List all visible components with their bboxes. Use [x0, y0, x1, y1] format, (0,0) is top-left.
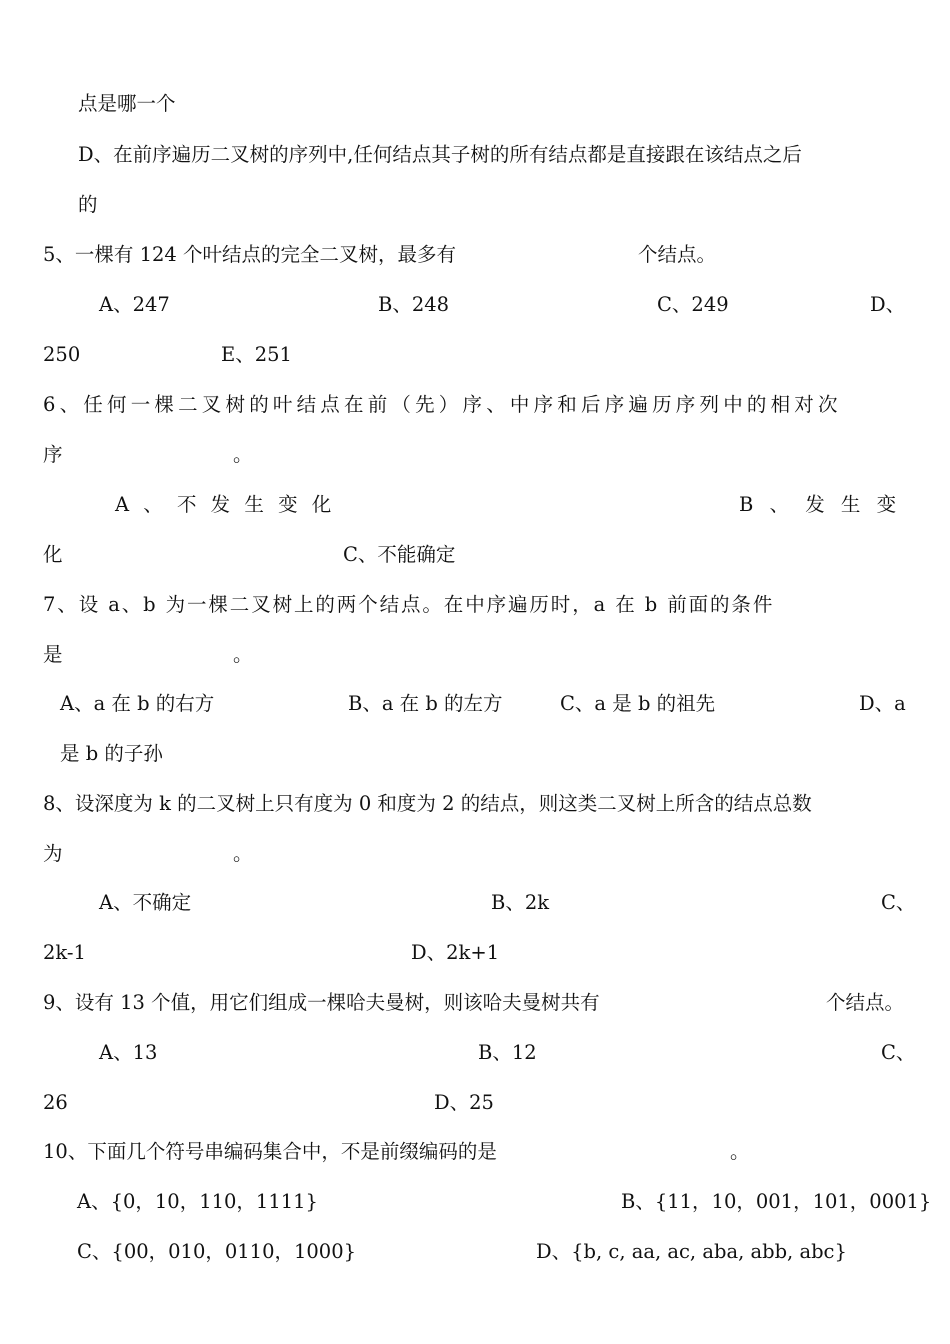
q9-option-b: B、12	[478, 1041, 537, 1064]
q4-option-d-continuation: 的	[78, 193, 98, 216]
q7-stem-continuation: 是	[43, 643, 63, 666]
q10-stem-end: 。	[730, 1140, 750, 1163]
q8-stem-continuation: 为	[43, 842, 63, 865]
q9-stem: 9、设有 13 个值，用它们组成一棵哈夫曼树，则该哈夫曼树共有	[43, 991, 600, 1014]
q10-option-d: D、{b, c, aa, ac, aba, abb, abc}	[536, 1240, 847, 1263]
q7-stem: 7、设 a、b 为一棵二叉树上的两个结点。在中序遍历时，a 在 b 前面的条件	[43, 593, 775, 616]
q8-option-d: D、2k+1	[411, 941, 500, 964]
q6-stem-end: 。	[233, 443, 253, 466]
q6-option-b-continuation: 化	[43, 543, 63, 566]
q9-option-d: D、25	[434, 1091, 494, 1114]
q9-stem-end: 个结点。	[826, 991, 905, 1014]
q8-stem-end: 。	[233, 842, 253, 865]
q10-stem: 10、下面几个符号串编码集合中，不是前缀编码的是	[43, 1140, 497, 1163]
q4-continuation-line: 点是哪一个	[78, 92, 176, 115]
q6-option-a: A 、 不 发 生 变 化	[115, 493, 336, 516]
q8-option-c-value: 2k-1	[43, 941, 86, 964]
q4-option-d: D、在前序遍历二叉树的序列中,任何结点其子树的所有结点都是直接跟在该结点之后	[78, 143, 802, 166]
q6-option-b: B 、 发 生 变	[739, 493, 902, 516]
q5-option-e: E、251	[221, 343, 292, 366]
q6-stem-continuation: 序	[43, 443, 63, 466]
q5-option-c: C、249	[657, 293, 729, 316]
q6-option-c: C、不能确定	[343, 543, 456, 566]
q9-option-c-label: C、	[881, 1041, 916, 1064]
q8-option-a: A、不确定	[99, 891, 192, 914]
q5-option-a: A、247	[99, 293, 170, 316]
q7-option-a: A、a 在 b 的右方	[60, 692, 215, 715]
q7-option-b: B、a 在 b 的左方	[348, 692, 503, 715]
q8-stem: 8、设深度为 k 的二叉树上只有度为 0 和度为 2 的结点，则这类二叉树上所含的结点总数	[43, 792, 812, 815]
q7-option-d: D、a	[859, 692, 906, 715]
q9-option-c-value: 26	[43, 1091, 68, 1114]
q10-option-c: C、{00，010，0110，1000}	[77, 1240, 357, 1263]
q5-option-d-label: D、	[870, 293, 906, 316]
q8-option-b: B、2k	[491, 891, 550, 914]
q9-option-a: A、13	[99, 1041, 158, 1064]
q7-option-c: C、a 是 b 的祖先	[560, 692, 716, 715]
q7-stem-end: 。	[233, 643, 253, 666]
q5-stem: 5、一棵有 124 个叶结点的完全二叉树，最多有	[43, 243, 457, 266]
q10-option-a: A、{0，10，110，1111}	[77, 1190, 318, 1213]
q5-stem-end: 个结点。	[638, 243, 717, 266]
q5-option-b: B、248	[378, 293, 450, 316]
q10-option-b: B、{11，10，001，101，0001}	[621, 1190, 932, 1213]
q7-option-d-continuation: 是 b 的子孙	[60, 742, 163, 765]
q6-stem: 6、任何一棵二叉树的叶结点在前（先）序、中序和后序遍历序列中的相对次	[43, 393, 842, 416]
q5-option-d-value: 250	[43, 343, 81, 366]
q8-option-c-label: C、	[881, 891, 916, 914]
